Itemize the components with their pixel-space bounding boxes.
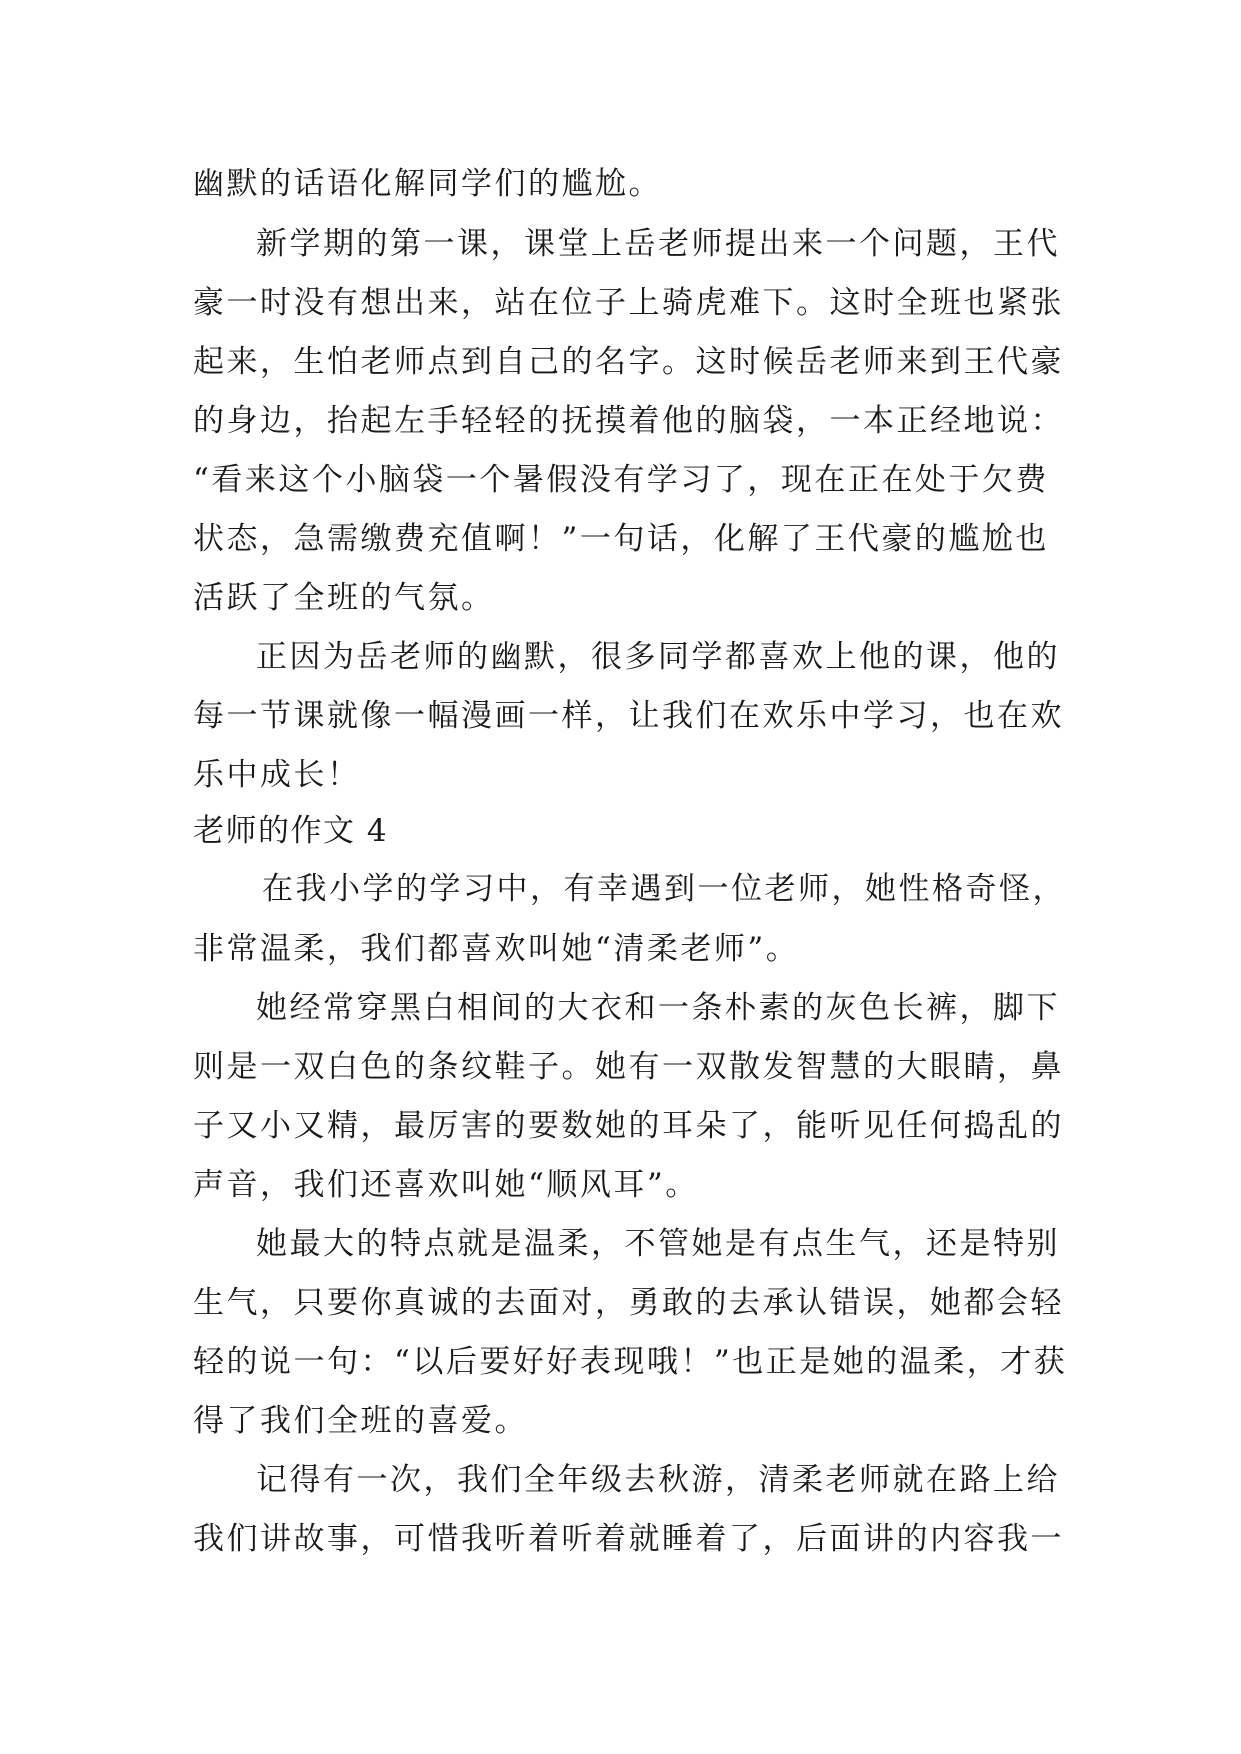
text-line: 声音，我们还喜欢叫她“顺风耳”。	[193, 1167, 699, 1203]
paragraph-first-line: 在我小学的学习中，有幸遇到一位老师，她性格奇怪，	[262, 871, 1066, 907]
paragraph-first-line: 她最大的特点就是温柔，不管她是有点生气，还是特别	[256, 1226, 1060, 1262]
paragraph-first-line: 记得有一次，我们全年级去秋游，清柔老师就在路上给	[256, 1462, 1060, 1498]
text-line: 起来，生怕老师点到自己的名字。这时候岳老师来到王代豪	[193, 344, 1064, 380]
text-line: 的身边，抬起左手轻轻的抚摸着他的脑袋，一本正经地说：	[193, 403, 1064, 439]
text-line: 状态，急需缴费充值啊！”一句话，化解了王代豪的尴尬也	[193, 521, 1049, 557]
text-line: “看来这个小脑袋一个暑假没有学习了，现在正在处于欠费	[193, 462, 1049, 498]
text-line: 豪一时没有想出来，站在位子上骑虎难下。这时全班也紧张	[193, 285, 1064, 321]
text-line: 生气，只要你真诚的去面对，勇敢的去承认错误，她都会轻	[193, 1285, 1064, 1321]
paragraph-first-line: 她经常穿黑白相间的大衣和一条朴素的灰色长裤，脚下	[256, 990, 1060, 1026]
text-line: 得了我们全班的喜爱。	[193, 1403, 528, 1439]
text-line: 乐中成长！	[193, 757, 361, 793]
text-line: 子又小又精，最厉害的要数她的耳朵了，能听见任何捣乱的	[193, 1108, 1064, 1144]
text-line: 每一节课就像一幅漫画一样，让我们在欢乐中学习，也在欢	[193, 698, 1064, 734]
paragraph-first-line: 新学期的第一课，课堂上岳老师提出来一个问题，王代	[256, 226, 1060, 262]
text-line: 非常温柔，我们都喜欢叫她“清柔老师”。	[193, 931, 800, 967]
section-heading: 老师的作文 4	[193, 813, 389, 849]
paragraph-first-line: 正因为岳老师的幽默，很多同学都喜欢上他的课，他的	[256, 639, 1060, 675]
text-line: 我们讲故事，可惜我听着听着就睡着了，后面讲的内容我一	[193, 1521, 1064, 1557]
text-line: 活跃了全班的气氛。	[193, 580, 495, 616]
text-line: 幽默的话语化解同学们的尴尬。	[193, 166, 662, 202]
text-line: 则是一双白色的条纹鞋子。她有一双散发智慧的大眼睛，鼻	[193, 1049, 1064, 1085]
text-line: 轻的说一句：“以后要好好表现哦！”也正是她的温柔，才获	[193, 1344, 1068, 1380]
